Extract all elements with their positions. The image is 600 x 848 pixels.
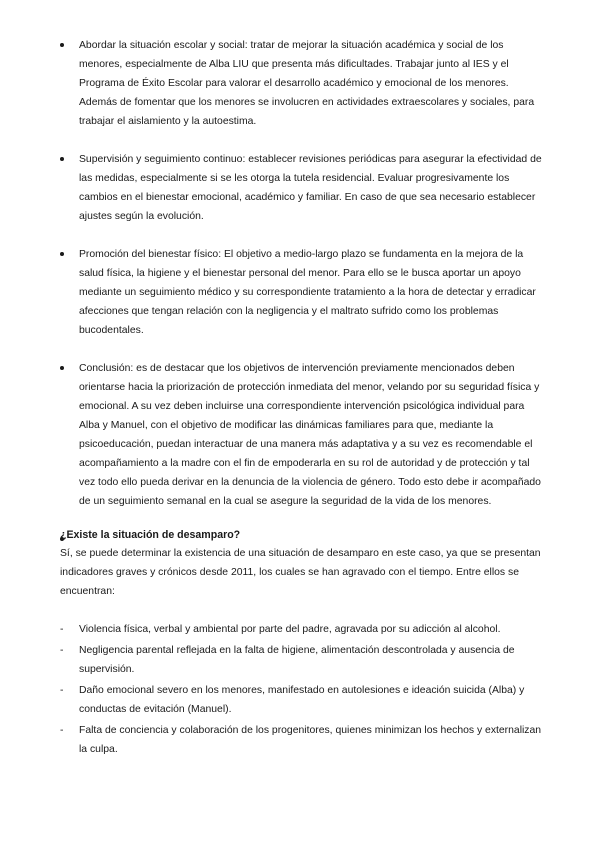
section-heading: ¿Existe la situación de desamparo? (60, 529, 241, 541)
indicators-list (60, 620, 546, 761)
dash-marker: - (60, 725, 64, 736)
list-item (60, 150, 544, 226)
bullet-dot-icon (60, 43, 64, 47)
list-item-text: Abordar la situación escolar y social: tratar de mejorar la situación académica y social de los menores, especialmente de Alba LIU que presenta más dificultades. Trabajar junto al IES y el Programa de Éxito Escolar para valorar el desarrollo académico y emocional de los menores. Además de fomentar que los menores se involucren en actividades extraescolares y sociales, para trabajar el aislamiento y la autoestima. (79, 40, 535, 127)
list-item-text: Daño emocional severo en los menores, manifestado en autolesiones e ideación suicida (Alba) y conductas de evitación (Manuel). (79, 685, 525, 715)
section-intro-paragraph: Sí, se puede determinar la existencia de una situación de desamparo en este caso, ya que se presentan indicadores graves y crónicos desde 2011, los cuales se han agravado con el tiempo. Entre ellos se encuentran: (60, 548, 541, 597)
list-item-text: Falta de conciencia y colaboración de los progenitores, quienes minimizan los hechos y externalizan la culpa. (79, 725, 542, 755)
list-item-text: Supervisión y seguimiento continuo: establecer revisiones periódicas para asegurar la efectividad de las medidas, especialmente si se les otorga la tutela residencial. Evaluar progresivamente los cambios en el bienestar emocional, académico y familiar. En caso de que sea necesario establecer ajustes según la evolución. (79, 154, 542, 222)
list-item (60, 641, 546, 679)
list-item-text: Violencia física, verbal y ambiental por parte del padre, agravada por su adicción al alcohol. (79, 624, 501, 635)
list-item (60, 36, 544, 131)
dash-marker: - (60, 645, 64, 656)
dash-marker: - (60, 685, 64, 696)
bullet-dot-icon (60, 366, 64, 370)
list-item-text: Conclusión: es de destacar que los objetivos de intervención previamente mencionados deben orientarse hacia la priorización de protección inmediata del menor, velando por su seguridad física y emocional. A su vez deben incluirse una correspondiente intervención psicológica individual para Alba y Manuel, con el objetivo de modificar las dinámicas familiares para que, mediante la psicoeducación, puedan interactuar de una manera más adaptativa y a su vez es recomendable el acompañamiento a la madre con el fin de empoderarla en su rol de autoridad y de protección y tal vez todo ello pueda derivar en la denuncia de la violencia de género. Todo esto debe ir acompañado de un seguimiento semanal en la cual se asegure la seguridad de la vida de los menores. (79, 363, 541, 507)
list-item (60, 359, 544, 511)
bullet-dot-icon (60, 157, 64, 161)
list-item-text: Negligencia parental reflejada en la falta de higiene, alimentación descontrolada y ausencia de supervisión. (79, 645, 515, 675)
list-item (60, 721, 546, 759)
intervention-objectives-list (60, 36, 544, 547)
bullet-dot-icon (60, 252, 64, 256)
list-item (60, 245, 544, 340)
list-item (60, 620, 546, 639)
list-item-text: Promoción del bienestar físico: El objetivo a medio-largo plazo se fundamenta en la mejora de la salud física, la higiene y el bienestar personal del menor. Para ello se le busca aportar un apoyo mediante un seguimiento médico y su correspondiente tratamiento a la hora de detectar y erradicar afecciones que tengan relación con la negligencia y el maltrato sufrido como los problemas bucodentales. (79, 249, 536, 336)
dash-marker: - (60, 624, 64, 635)
list-item (60, 681, 546, 719)
